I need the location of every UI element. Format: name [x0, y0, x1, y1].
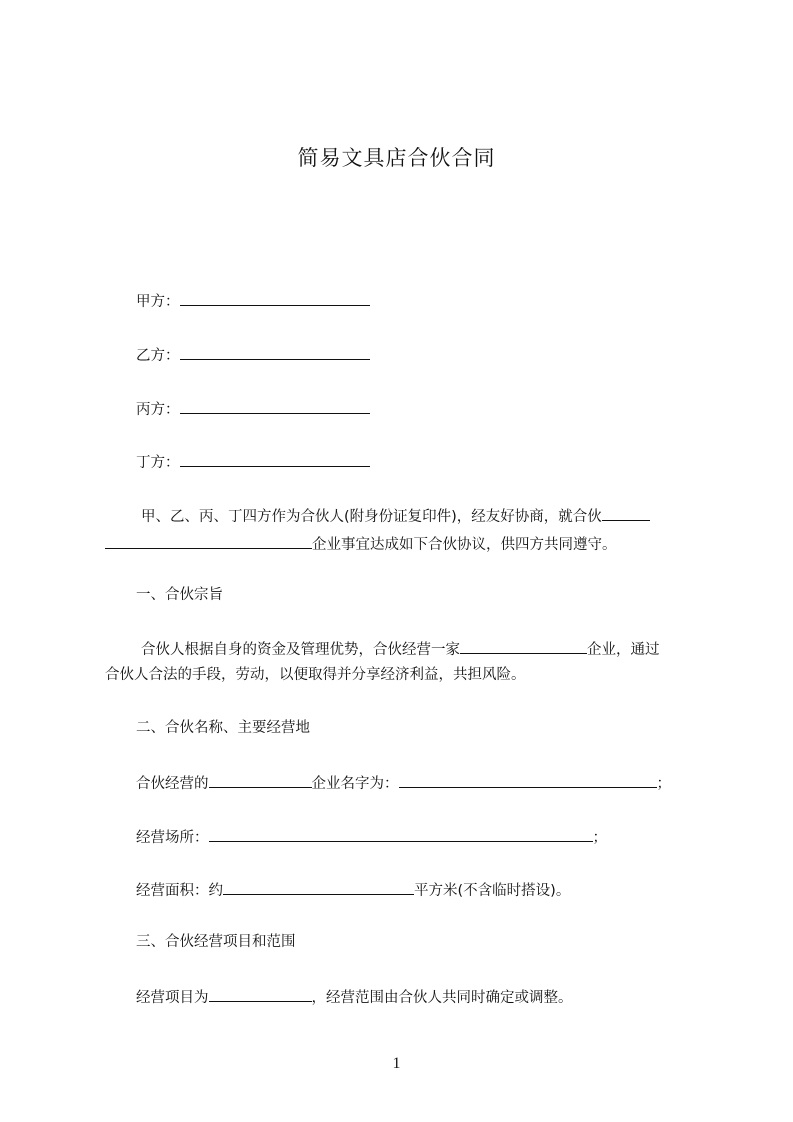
business-place-blank	[209, 826, 593, 842]
intro-text-2: 企业事宜达成如下合伙协议，供四方共同遵守。	[312, 537, 617, 553]
intro-line-2	[105, 533, 617, 555]
party-a-blank	[180, 290, 370, 306]
party-c-label: 丙方：	[136, 402, 180, 418]
business-name-text-a: 合伙经营的	[136, 776, 209, 792]
party-b-line	[136, 344, 370, 366]
section-1-para-line-1	[141, 638, 660, 660]
party-c-line	[136, 398, 370, 420]
business-place-label: 经营场所：	[136, 830, 209, 846]
page-number: 1	[392, 1055, 401, 1072]
business-name-blank	[399, 772, 657, 788]
business-place-end: ；	[592, 830, 607, 846]
section-1-para-line-2: 合伙人合法的手段，劳动，以便取得并分享经济利益，共担风险。	[105, 667, 526, 683]
intro-blank-2	[105, 533, 312, 549]
business-area-text-a: 经营面积：约	[136, 883, 223, 899]
section-2-heading: 二、合伙名称、主要经营地	[136, 720, 310, 736]
business-items-text-b: ，经营范围由合伙人共同时确定或调整。	[311, 990, 573, 1006]
section-3-heading: 三、合伙经营项目和范围	[136, 934, 296, 950]
business-items-text-a: 经营项目为	[136, 990, 209, 1006]
party-d-label: 丁方：	[136, 455, 180, 471]
business-kind-blank	[209, 772, 312, 788]
section-1-text-b: 企业，通过	[587, 642, 660, 658]
business-area-blank	[223, 879, 414, 895]
party-b-label: 乙方：	[136, 348, 180, 364]
business-type-blank	[460, 638, 587, 654]
business-name-line	[136, 772, 671, 794]
business-area-line	[136, 879, 570, 901]
section-1-heading: 一、合伙宗旨	[136, 587, 223, 603]
party-a-label: 甲方：	[136, 294, 180, 310]
business-name-end: ；	[656, 776, 671, 792]
intro-blank-1	[602, 505, 650, 521]
section-1-text-a: 合伙人根据自身的资金及管理优势，合伙经营一家	[141, 642, 460, 658]
party-c-blank	[180, 398, 370, 414]
party-d-line	[136, 451, 370, 473]
document-title: 简易文具店合伙合同	[297, 146, 496, 170]
business-items-line	[136, 986, 573, 1008]
intro-text-1: 甲、乙、丙、丁四方作为合伙人(附身份证复印件)，经友好协商，就合伙	[141, 509, 602, 525]
party-d-blank	[180, 451, 370, 467]
party-a-line	[136, 290, 370, 312]
party-b-blank	[180, 344, 370, 360]
business-name-text-b: 企业名字为：	[311, 776, 399, 792]
intro-line-1	[141, 505, 650, 527]
business-items-blank	[209, 986, 312, 1002]
business-place-line	[136, 826, 607, 848]
business-area-text-b: 平方米(不含临时搭设)。	[414, 883, 571, 899]
